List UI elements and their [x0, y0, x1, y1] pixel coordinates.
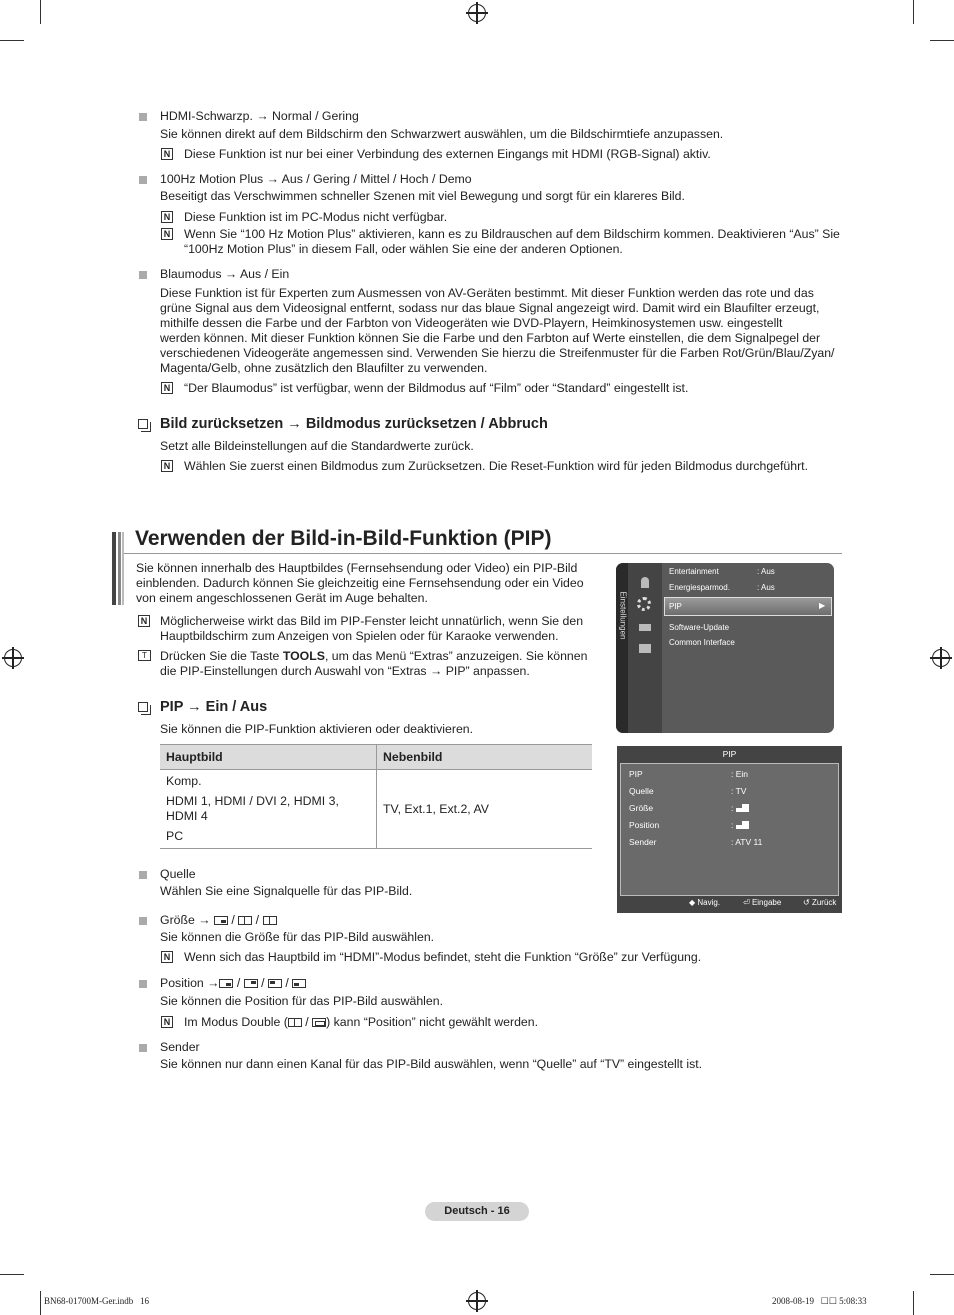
pip-source-table: [160, 744, 592, 849]
blau-title: Blaumodus → Aus / Ein: [160, 267, 290, 281]
note-icon: N: [161, 148, 173, 160]
osd-footer-navig: ◆ Navig.: [689, 898, 721, 907]
registration-mark-icon: [932, 649, 950, 667]
pip-intro: einblenden. Dadurch können Sie gleichzeitig eine Fernsehsendung oder ein Video: [136, 576, 584, 590]
osd-pip-title: PIP: [722, 749, 737, 759]
pip-note: Möglicherweise wirkt das Bild im PIP-Fenster leicht unnatürlich, wenn Sie den: [160, 614, 584, 628]
groesse-desc: Sie können die Größe für das PIP-Bild auswählen.: [160, 930, 435, 944]
size-small-icon: [214, 916, 228, 925]
settings-gear-icon: [637, 597, 651, 611]
osd-pip-panel: [620, 763, 839, 896]
motion-note2: Wenn Sie “100 Hz Motion Plus” aktivieren, kann es zu Bildrauschen auf dem Bildschirm kommen. Deaktivieren “Aus” Sie: [184, 227, 840, 241]
table-cell: [160, 770, 377, 849]
enter-icon: ⏎: [743, 898, 750, 907]
support-icon: [639, 644, 651, 653]
size-double-icon: [238, 916, 252, 925]
osd-pip-value: :: [731, 803, 749, 813]
osd-menu-value: : Aus: [757, 583, 775, 592]
main-source: Komp.: [166, 774, 202, 788]
note-icon: N: [161, 382, 173, 394]
position-title: Position → / / /: [160, 976, 306, 991]
size-double2-icon: [263, 916, 277, 925]
navigate-arrows-icon: ◆: [689, 898, 696, 907]
osd-pip-label[interactable]: Position: [629, 820, 660, 830]
osd-menu-item[interactable]: Software-Update: [669, 623, 730, 632]
heading-bar: [122, 532, 124, 605]
pos-bottom-left-icon: [292, 979, 306, 988]
groesse-note: Wenn sich das Hauptbild im “HDMI”-Modus befindet, steht die Funktion “Größe” zur Verfügung.: [184, 950, 702, 964]
return-icon: ↺: [803, 898, 810, 907]
main-source: PC: [166, 829, 184, 843]
table-header: Hauptbild: [160, 745, 377, 770]
heading-bar: [112, 532, 116, 605]
osd-side-bar: [616, 563, 628, 733]
osd-pip-value: : TV: [731, 786, 747, 796]
osd-footer-eingabe: ⏎ Eingabe: [743, 898, 782, 907]
footer-date: 2008-08-19 ☐☐ 5:08:33: [772, 1296, 867, 1306]
blau-line: Magenta/Gelb, ohne zusätzlich den Blaufilter zu verwenden.: [160, 361, 488, 375]
osd-menu-item[interactable]: Common Interface: [669, 638, 735, 647]
osd-pip-label[interactable]: Quelle: [629, 786, 654, 796]
osd-pip-label[interactable]: PIP: [629, 769, 643, 779]
tools-note-cont: die PIP-Einstellungen durch Auswahl von “Extras → PIP” anpassen.: [160, 664, 530, 678]
blau-note: “Der Blaumodus” ist verfügbar, wenn der Bildmodus auf “Film” oder “Standard” eingestellt ist.: [184, 381, 689, 395]
osd-menu-item-selected[interactable]: PIP: [669, 602, 682, 611]
pip-sub-title: PIP → Ein / Aus: [160, 699, 268, 715]
pos-bottom-right-icon: [219, 979, 233, 988]
pip-note: Hauptbildschirm zum Anzeigen von Spielen oder für Karaoke verwenden.: [160, 629, 559, 643]
crop-mark: [913, 0, 914, 24]
blau-line: grüne Signal aus dem Videosignal entfernt, sodass nur das blaue Signal angezeigt wird. Damit wird ein Blaufilter erzeugt,: [160, 301, 820, 315]
table-cell: TV, Ext.1, Ext.2, AV: [377, 770, 593, 849]
checkbox-icon: [138, 702, 148, 712]
bullet-icon: [139, 113, 147, 121]
checkbox-icon: [138, 419, 148, 429]
quelle-title: Quelle: [160, 867, 196, 881]
osd-pip-label[interactable]: Größe: [629, 803, 654, 813]
blau-line: verschiedenen Videogeräte angemessen sind. Verwenden Sie hierzu die Streifenmuster für die Farben Rot/Grün/Blau/Zyan/: [160, 346, 835, 360]
bullet-icon: [139, 871, 147, 879]
motion-title: 100Hz Motion Plus → Aus / Gering / Mittel / Hoch / Demo: [160, 172, 472, 186]
pip-intro: Sie können innerhalb des Hauptbildes (Fernsehsendung oder Video) ein PIP-Bild: [136, 561, 578, 575]
bullet-icon: [139, 176, 147, 184]
note-icon: N: [138, 615, 150, 627]
pip-heading: Verwenden der Bild-in-Bild-Funktion (PIP): [135, 527, 552, 550]
osd-pip-value: : Ein: [731, 769, 749, 779]
quelle-desc: Wählen Sie eine Signalquelle für das PIP-Bild.: [160, 884, 413, 898]
blau-line: mithilfe dessen die Farbe und der Farbton von Videogeräten wie DVD-Playern, Heimkinosystemen usw. eingestellt: [160, 316, 783, 330]
crop-mark: [40, 1291, 41, 1315]
osd-pip-value: :: [731, 820, 749, 830]
heading-bar: [118, 532, 121, 605]
osd-footer-zurueck: ↺ Zurück: [803, 898, 837, 907]
position-desc: Sie können die Position für das PIP-Bild auswählen.: [160, 994, 443, 1008]
note-icon: N: [161, 211, 173, 223]
hdmi-note: Diese Funktion ist nur bei einer Verbindung des externen Eingangs mit HDMI (RGB-Signal) aktiv.: [184, 147, 711, 161]
bullet-icon: [139, 1044, 147, 1052]
table-header: Nebenbild: [377, 745, 593, 770]
osd-icon-column: [628, 563, 662, 733]
input-icon: [639, 624, 651, 631]
osd-settings-menu: [616, 563, 834, 733]
crop-mark: [40, 0, 41, 24]
registration-mark-icon: [468, 1292, 486, 1310]
note-icon: N: [161, 460, 173, 472]
main-source: HDMI 1, HDMI / DVI 2, HDMI 3,: [166, 794, 339, 808]
osd-pip-menu: [617, 746, 842, 913]
crop-mark: [0, 40, 24, 41]
pos-top-left-icon: [268, 979, 282, 988]
heading-rule: [124, 553, 842, 554]
page-number-label: Deutsch - 16: [425, 1202, 529, 1221]
osd-pip-label[interactable]: Sender: [629, 837, 657, 847]
footer-file: BN68-01700M-Ger.indb 16: [44, 1296, 149, 1306]
blau-line: Diese Funktion ist für Experten zum Ausmessen von AV-Geräten bestimmt. Mit dieser Funktion werden das rote und das: [160, 286, 814, 300]
blau-line: werden können. Mit dieser Funktion können Sie die Farbe und den Farbton auf Werte einstellen, die dem Signalpegel der: [160, 331, 821, 345]
crop-mark: [930, 1274, 954, 1275]
position-icon: [736, 821, 749, 829]
osd-menu-item[interactable]: Energiesparmod.: [669, 583, 730, 592]
reset-desc: Setzt alle Bildeinstellungen auf die Standardwerte zurück.: [160, 439, 474, 453]
osd-arrow-icon: ▶: [819, 601, 826, 610]
reset-note: Wählen Sie zuerst einen Bildmodus zum Zurücksetzen. Die Reset-Funktion wird für jeden Bildmodus durchgeführt.: [184, 459, 809, 473]
bullet-icon: [139, 980, 147, 988]
hdmi-desc: Sie können direkt auf dem Bildschirm den Schwarzwert auswählen, um die Bildschirmtiefe anzupassen.: [160, 127, 724, 141]
motion-note2-cont: “100Hz Motion Plus” in diesem Fall, oder wählen Sie eine der anderen Optionen.: [184, 242, 623, 256]
main-source: HDMI 4: [166, 809, 208, 823]
motion-desc: Beseitigt das Verschwimmen schneller Szenen mit viel Bewegung und sorgt für ein klareres Bild.: [160, 189, 685, 203]
tools-note: Drücken Sie die Taste TOOLS, um das Menü “Extras” anzuzeigen. Sie können: [160, 649, 588, 663]
pip-intro: von einem angeschlossenen Gerät im Auge behalten.: [136, 591, 428, 605]
osd-menu-item[interactable]: Entertainment: [669, 567, 719, 576]
double-icon: [288, 1018, 302, 1027]
note-icon: N: [161, 951, 173, 963]
osd-highlight: [664, 597, 832, 616]
crop-mark: [0, 1274, 24, 1275]
bullet-icon: [139, 917, 147, 925]
osd-side-label: Einstellungen: [618, 591, 628, 640]
size-icon: [736, 804, 749, 812]
crop-mark: [930, 40, 954, 41]
position-note: Im Modus Double ( / ) kann “Position” nicht gewählt werden.: [184, 1015, 539, 1029]
note-icon: N: [161, 228, 173, 240]
sender-title: Sender: [160, 1040, 200, 1054]
tools-icon: T: [138, 650, 151, 661]
groesse-title: Größe → / /: [160, 913, 277, 928]
motion-note1: Diese Funktion ist im PC-Modus nicht verfügbar.: [184, 210, 448, 224]
hdmi-title: HDMI-Schwarzp. → Normal / Gering: [160, 109, 359, 123]
sender-desc: Sie können nur dann einen Kanal für das PIP-Bild auswählen, wenn “Quelle” auf “TV” eingestellt ist.: [160, 1057, 703, 1071]
registration-mark-icon: [468, 4, 486, 22]
table-row: [160, 770, 592, 849]
osd-menu-value: : Aus: [757, 567, 775, 576]
crop-mark: [913, 1291, 914, 1315]
double-inset-icon: [312, 1018, 326, 1027]
table-header-row: [160, 745, 592, 770]
note-icon: N: [161, 1016, 173, 1028]
registration-mark-icon: [4, 649, 22, 667]
pip-sub-desc: Sie können die PIP-Funktion aktivieren oder deaktivieren.: [160, 722, 474, 736]
osd-pip-value: : ATV 11: [731, 837, 763, 847]
pos-top-right-icon: [244, 979, 258, 988]
reset-title: Bild zurücksetzen → Bildmodus zurücksetzen / Abbruch: [160, 416, 548, 432]
bullet-icon: [139, 271, 147, 279]
picture-icon: [641, 577, 649, 588]
